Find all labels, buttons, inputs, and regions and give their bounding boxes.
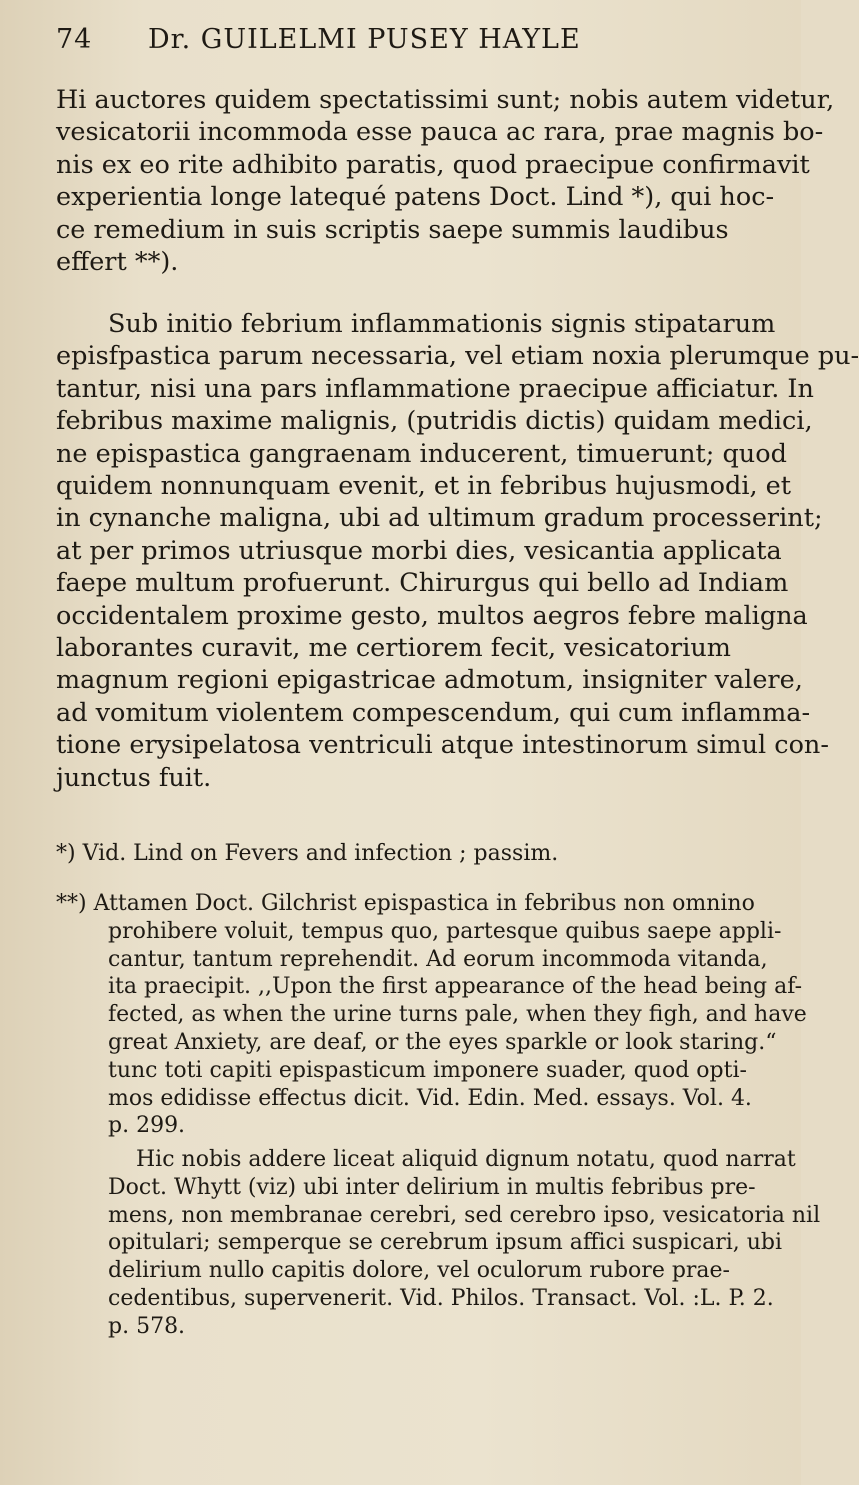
text-line: ne epispastica gangraenam inducerent, timuerunt; quod <box>56 438 787 469</box>
footnote-line: prohibere voluit, tempus quo, partesque quibus saepe appli- <box>108 918 782 944</box>
footnote-line: Hic nobis addere liceat aliquid dignum notatu, quod narrat <box>136 1147 796 1172</box>
footnote-line: opitulari; semperque se cerebrum ipsum affici suspicari, ubi <box>108 1230 783 1256</box>
paragraph-2 <box>56 308 859 794</box>
footnote-line: p. 299. <box>108 1113 186 1139</box>
text-line: nis ex eo rite adhibito paratis, quod praecipue confirmavit <box>56 149 810 180</box>
text-line: junctus fuit. <box>56 762 212 793</box>
footnote-line: delirium nullo capitis dolore, vel oculorum rubore prae- <box>108 1258 730 1284</box>
footnote-line: ita praecipit. ,,Upon the first appearance of the head being af- <box>108 974 803 1000</box>
text-line: tantur, nisi una pars inflammatione praecipue afficiatur. In <box>56 373 814 404</box>
footnote-line: mens, non membranae cerebri, sed cerebro ipso, vesicatoria nil <box>108 1202 821 1228</box>
text-line: quidem nonnunquam evenit, et in febribus hujusmodi, et <box>56 471 792 502</box>
text-line: ce remedium in suis scriptis saepe summis laudibus <box>56 214 729 245</box>
text-line: Sub initio febrium inflammationis signis stipatarum <box>108 309 776 339</box>
text-line: faepe multum profuerunt. Chirurgus qui bello ad Indiam <box>56 568 789 599</box>
text-line: laborantes curavit, me certiorem fecit, vesicatorium <box>56 633 731 664</box>
text-line: at per primos utriusque morbi dies, vesicantia applicata <box>56 535 782 566</box>
footnote-1 <box>56 840 772 868</box>
footnote-2 <box>56 890 807 1140</box>
footnote-3 <box>56 1146 821 1341</box>
text-line: occidentalem proxime gesto, multos aegros febre maligna <box>56 600 808 631</box>
footnote-line: p. 578. <box>108 1313 186 1339</box>
text-line: febribus maxime malignis, (putridis dictis) quidam medici, <box>56 406 813 437</box>
text-line: Hi auctores quidem spectatissimi sunt; nobis autem videtur, <box>56 85 835 115</box>
footnote-line: cantur, tantum reprehendit. Ad eorum incommoda vitanda, <box>108 946 768 972</box>
paragraph-1 <box>56 84 835 278</box>
text-line: episfpastica parum necessaria, vel etiam noxia plerumque pu- <box>56 341 859 372</box>
footnote-line: tunc toti capiti epispasticum imponere suader, quod opti- <box>108 1057 747 1083</box>
text-line: experientia longe latequé patens Doct. Lind *), qui hoc- <box>56 182 775 213</box>
text-line: tione erysipelatosa ventriculi atque intestinorum simul con- <box>56 730 829 761</box>
page-number: 74 <box>56 24 93 55</box>
footnote-line: **) Attamen Doct. Gilchrist epispastica in febribus non omnino <box>56 891 755 916</box>
footnote-line: cedentibus, supervenerit. Vid. Philos. Transact. Vol. :L. P. 2. <box>108 1285 774 1311</box>
footnote-line: *) Vid. Lind on Fevers and infection ; passim. <box>56 841 559 866</box>
footnote-line: Doct. Whytt (viz) ubi inter delirium in multis febribus pre- <box>108 1174 756 1200</box>
text-line: in cynanche maligna, ubi ad ultimum gradum processerint; <box>56 503 823 534</box>
text-line: ad vomitum violentem compescendum, qui cum inflamma- <box>56 697 811 728</box>
running-title: Dr. GUILELMI PUSEY HAYLE <box>148 24 581 55</box>
text-line: vesicatorii incommoda esse pauca ac rara, prae magnis bo- <box>56 117 824 148</box>
running-header <box>56 24 756 55</box>
footnote-line: fected, as when the urine turns pale, when they figh, and have <box>108 1002 807 1028</box>
footnote-line: mos edidisse effectus dicit. Vid. Edin. Med. essays. Vol. 4. <box>108 1085 752 1111</box>
text-line: magnum regioni epigastricae admotum, insigniter valere, <box>56 665 803 696</box>
footnote-line: great Anxiety, are deaf, or the eyes sparkle or look staring.“ <box>108 1029 777 1055</box>
text-line: effert **). <box>56 247 179 278</box>
